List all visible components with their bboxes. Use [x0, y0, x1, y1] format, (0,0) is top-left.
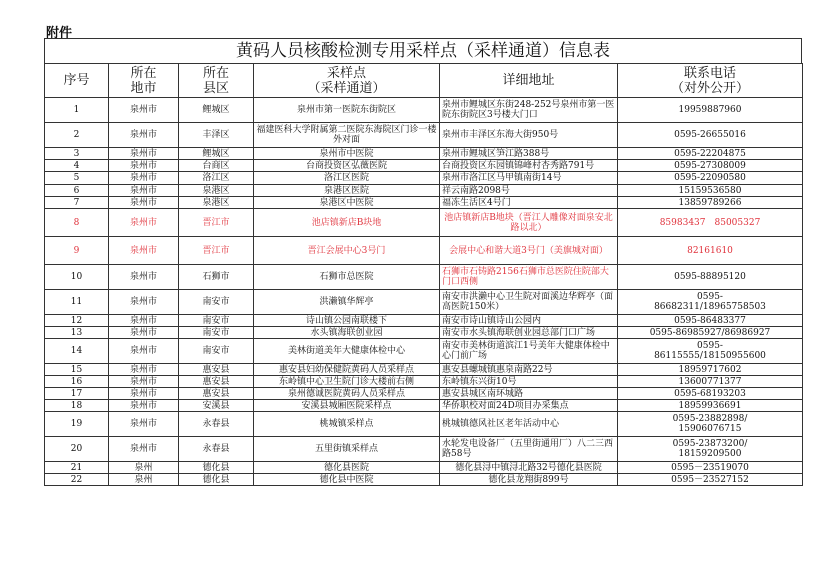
- cell-county: 南安市: [179, 290, 254, 315]
- cell-address: 华侨职校对面24D项目办采集点: [440, 400, 618, 412]
- cell-address: 会展中心和谐大道3号门（美旗城对面）: [440, 237, 618, 265]
- table-row: [45, 197, 803, 209]
- cell-site: 泉港区中医院: [254, 197, 440, 209]
- cell-site: 福建医科大学附属第二医院东海院区门诊一楼外对面: [254, 123, 440, 148]
- table-row: [45, 315, 803, 327]
- cell-county: 安溪县: [179, 400, 254, 412]
- cell-no: 18: [45, 400, 109, 412]
- cell-county: 德化县: [179, 462, 254, 474]
- col-header-address: 详细地址: [440, 64, 618, 98]
- cell-city: 泉州市: [109, 412, 179, 437]
- cell-address: 南安市诗山镇诗山公园内: [440, 315, 618, 327]
- table-row: [45, 172, 803, 185]
- cell-site: 德化县医院: [254, 462, 440, 474]
- cell-address: 南安市美林街道滨江1号美年大健康体检中心门前广场: [440, 339, 618, 364]
- cell-phone: 15159536580: [618, 185, 803, 197]
- table-row: [45, 400, 803, 412]
- cell-county: 永春县: [179, 437, 254, 462]
- cell-phone: 0595-22090580: [618, 172, 803, 185]
- cell-phone: 18959717602: [618, 364, 803, 376]
- cell-city: 泉州市: [109, 437, 179, 462]
- cell-site: 美林街道美年大健康体检中心: [254, 339, 440, 364]
- cell-address: 台商投资区东园镇锦峰村杏秀路791号: [440, 160, 618, 172]
- cell-county: 惠安县: [179, 388, 254, 400]
- table-row: [45, 237, 803, 265]
- cell-phone: 18959936691: [618, 400, 803, 412]
- table-row: [45, 437, 803, 462]
- cell-city: 泉州市: [109, 237, 179, 265]
- cell-city: 泉州: [109, 462, 179, 474]
- cell-no: 20: [45, 437, 109, 462]
- cell-no: 10: [45, 265, 109, 290]
- cell-address: 桃城镇德风社区老年活动中心: [440, 412, 618, 437]
- cell-phone: 13600771377: [618, 376, 803, 388]
- cell-address: 泉州市鲤城区笋江路388号: [440, 148, 618, 160]
- cell-no: 9: [45, 237, 109, 265]
- col-header-site-line2: （采样通道）: [307, 80, 386, 96]
- col-header-site-line1: 采样点: [326, 65, 366, 81]
- cell-no: 3: [45, 148, 109, 160]
- cell-county: 南安市: [179, 327, 254, 339]
- cell-address: 东岭镇东兴街10号: [440, 376, 618, 388]
- cell-no: 19: [45, 412, 109, 437]
- cell-phone: 0595-22204875: [618, 148, 803, 160]
- col-header-county-line2: 县区: [202, 80, 229, 96]
- table-row: [45, 327, 803, 339]
- cell-phone: 0595-86985927/86986927: [618, 327, 803, 339]
- cell-address: 泉州市鲤城区东街248-252号泉州市第一医院东街院区3号楼大门口: [440, 98, 618, 123]
- cell-site: 泉州德诚医院黄码人员采样点: [254, 388, 440, 400]
- cell-phone: 0595-68193203: [618, 388, 803, 400]
- spreadsheet: [44, 38, 802, 486]
- cell-site: 五里街镇采样点: [254, 437, 440, 462]
- cell-address: 南安市水头镇海联创业园总部门口广场: [440, 327, 618, 339]
- cell-site: 晋江会展中心3号门: [254, 237, 440, 265]
- cell-county: 石狮市: [179, 265, 254, 290]
- table-row: [45, 148, 803, 160]
- cell-site: 泉港区医院: [254, 185, 440, 197]
- attachment-label: 附件: [46, 26, 73, 41]
- cell-site: 诗山镇公园南联楼下: [254, 315, 440, 327]
- cell-county: 德化县: [179, 474, 254, 486]
- cell-phone: 0595-86483377: [618, 315, 803, 327]
- cell-site: 德化县中医院: [254, 474, 440, 486]
- cell-address: 泉州市洛江区马甲镇南街14号: [440, 172, 618, 185]
- cell-address: 惠安县螺城镇惠泉南路22号: [440, 364, 618, 376]
- cell-phone: 19959887960: [618, 98, 803, 123]
- cell-no: 4: [45, 160, 109, 172]
- cell-phone: 82161610: [618, 237, 803, 265]
- cell-no: 7: [45, 197, 109, 209]
- col-header-city-line1: 所在: [130, 65, 157, 81]
- cell-no: 11: [45, 290, 109, 315]
- cell-address: 泉州市丰泽区东海大街950号: [440, 123, 618, 148]
- sampling-sites-table: [44, 63, 803, 486]
- table-row: [45, 185, 803, 197]
- cell-phone: 85983437 85005327: [618, 209, 803, 237]
- cell-phone: 0595-88895120: [618, 265, 803, 290]
- table-row: [45, 339, 803, 364]
- table-row: [45, 123, 803, 148]
- cell-site: 洪濑镇华辉亭: [254, 290, 440, 315]
- col-header-county: [179, 64, 254, 98]
- cell-address: 德化县浔中镇浔北路32号德化县医院: [440, 462, 618, 474]
- cell-address: 德化县龙翔街899号: [440, 474, 618, 486]
- col-header-phone: [618, 64, 803, 98]
- cell-city: 泉州市: [109, 98, 179, 123]
- cell-city: 泉州市: [109, 327, 179, 339]
- cell-no: 12: [45, 315, 109, 327]
- table-header: [45, 64, 803, 98]
- cell-phone: 13859789266: [618, 197, 803, 209]
- cell-site: 桃城镇采样点: [254, 412, 440, 437]
- cell-phone: 0595-23882898/ 15906076715: [618, 412, 803, 437]
- cell-no: 2: [45, 123, 109, 148]
- cell-phone: 0595-23873200/ 18159209500: [618, 437, 803, 462]
- cell-no: 15: [45, 364, 109, 376]
- table-row: [45, 290, 803, 315]
- cell-no: 8: [45, 209, 109, 237]
- cell-county: 鲤城区: [179, 148, 254, 160]
- table-row: [45, 160, 803, 172]
- cell-city: 泉州: [109, 474, 179, 486]
- cell-city: 泉州市: [109, 290, 179, 315]
- cell-phone: 0595- 86682311/18965758503: [618, 290, 803, 315]
- cell-no: 22: [45, 474, 109, 486]
- cell-address: 水轮发电设备厂（五里街通用厂）八二三西路58号: [440, 437, 618, 462]
- cell-no: 17: [45, 388, 109, 400]
- table-row: [45, 376, 803, 388]
- cell-no: 13: [45, 327, 109, 339]
- col-header-no: 序号: [45, 64, 109, 98]
- table-row: [45, 412, 803, 437]
- cell-county: 惠安县: [179, 376, 254, 388]
- cell-city: 泉州市: [109, 148, 179, 160]
- cell-city: 泉州市: [109, 197, 179, 209]
- cell-city: 泉州市: [109, 265, 179, 290]
- cell-city: 泉州市: [109, 376, 179, 388]
- cell-address: 南安市洪濑中心卫生院对面溪边华辉亭（面高医院150米）: [440, 290, 618, 315]
- cell-phone: 0595－23519070: [618, 462, 803, 474]
- cell-site: 水头镇海联创业园: [254, 327, 440, 339]
- cell-city: 泉州市: [109, 185, 179, 197]
- cell-site: 石狮市总医院: [254, 265, 440, 290]
- cell-city: 泉州市: [109, 400, 179, 412]
- cell-city: 泉州市: [109, 209, 179, 237]
- table-row: [45, 265, 803, 290]
- col-header-city: [109, 64, 179, 98]
- cell-county: 南安市: [179, 315, 254, 327]
- cell-city: 泉州市: [109, 123, 179, 148]
- cell-no: 1: [45, 98, 109, 123]
- cell-county: 晋江市: [179, 209, 254, 237]
- cell-site: 东岭镇中心卫生院门诊大楼前右侧: [254, 376, 440, 388]
- cell-address: 石狮市石铸路2156石狮市总医院住院部大门口西侧: [440, 265, 618, 290]
- table-row: [45, 209, 803, 237]
- cell-site: 泉州市中医院: [254, 148, 440, 160]
- cell-no: 5: [45, 172, 109, 185]
- table-row: [45, 388, 803, 400]
- cell-city: 泉州市: [109, 388, 179, 400]
- cell-site: 泉州市第一医院东街院区: [254, 98, 440, 123]
- cell-county: 泉港区: [179, 185, 254, 197]
- cell-city: 泉州市: [109, 172, 179, 185]
- cell-site: 池店镇新店B块地: [254, 209, 440, 237]
- table-row: [45, 462, 803, 474]
- table-row: [45, 364, 803, 376]
- cell-county: 南安市: [179, 339, 254, 364]
- cell-site: 台商投资区弘薇医院: [254, 160, 440, 172]
- cell-city: 泉州市: [109, 364, 179, 376]
- cell-phone: 0595-27308009: [618, 160, 803, 172]
- cell-city: 泉州市: [109, 160, 179, 172]
- cell-site: 惠安县妇幼保健院黄码人员采样点: [254, 364, 440, 376]
- col-header-phone-line1: 联系电话: [683, 65, 736, 81]
- cell-county: 丰泽区: [179, 123, 254, 148]
- cell-address: 祥云南路2098号: [440, 185, 618, 197]
- col-header-phone-line2: （对外公开）: [670, 80, 749, 96]
- cell-county: 洛江区: [179, 172, 254, 185]
- cell-county: 泉港区: [179, 197, 254, 209]
- cell-county: 晋江市: [179, 237, 254, 265]
- cell-county: 永春县: [179, 412, 254, 437]
- cell-no: 6: [45, 185, 109, 197]
- cell-site: 安溪县城厢医院采样点: [254, 400, 440, 412]
- cell-county: 惠安县: [179, 364, 254, 376]
- cell-county: 鲤城区: [179, 98, 254, 123]
- col-header-site: [254, 64, 440, 98]
- cell-site: 洛江区医院: [254, 172, 440, 185]
- cell-no: 16: [45, 376, 109, 388]
- cell-address: 池店镇新店B地块（晋江人雕像对面泉安北路以北）: [440, 209, 618, 237]
- table-row: [45, 98, 803, 123]
- cell-city: 泉州市: [109, 315, 179, 327]
- cell-phone: 0595-26655016: [618, 123, 803, 148]
- table-row: [45, 474, 803, 486]
- cell-city: 泉州市: [109, 339, 179, 364]
- cell-phone: 0595－23527152: [618, 474, 803, 486]
- col-header-county-line1: 所在: [202, 65, 229, 81]
- table-body: [45, 98, 803, 486]
- page-title: 黄码人员核酸检测专用采样点（采样通道）信息表: [44, 38, 802, 63]
- cell-no: 21: [45, 462, 109, 474]
- cell-address: 福冻生活区4号门: [440, 197, 618, 209]
- cell-no: 14: [45, 339, 109, 364]
- col-header-city-line2: 地市: [130, 80, 157, 96]
- cell-county: 台商区: [179, 160, 254, 172]
- cell-phone: 0595- 86115555/18150955600: [618, 339, 803, 364]
- cell-address: 惠安县城区南环城路: [440, 388, 618, 400]
